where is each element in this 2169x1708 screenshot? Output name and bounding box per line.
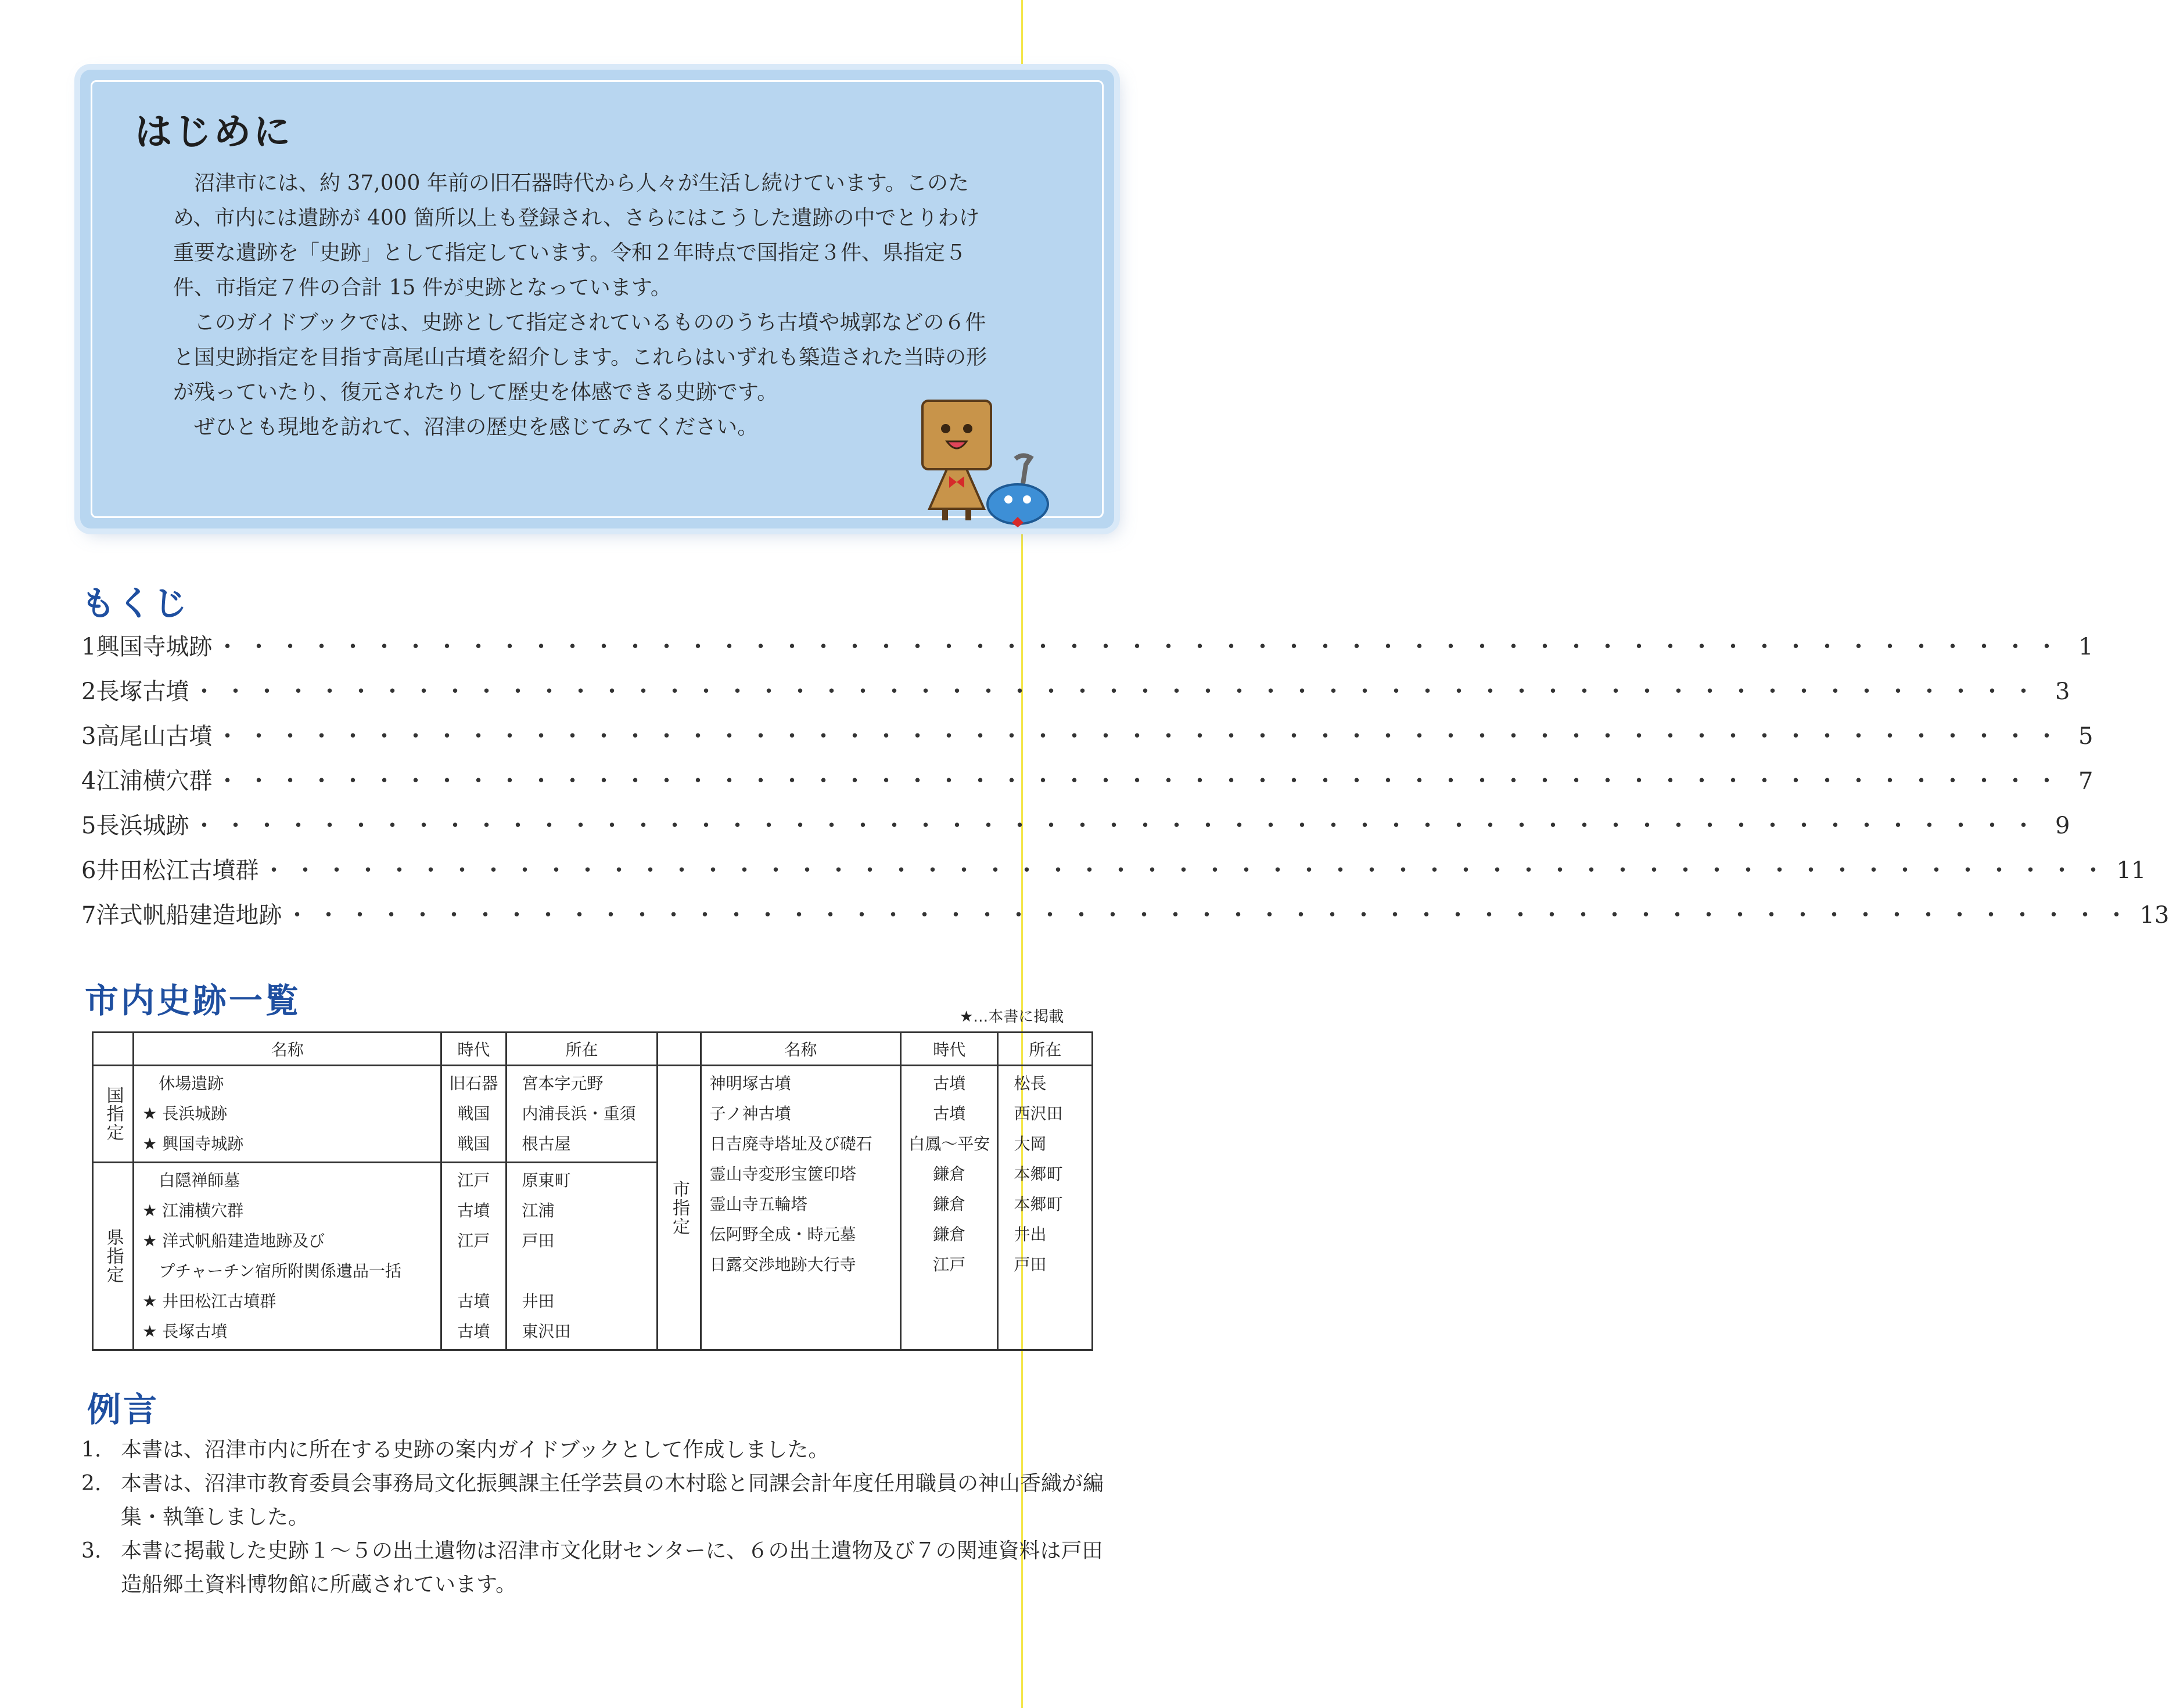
toc-item[interactable] bbox=[81, 763, 2093, 807]
site-location: 戸田 bbox=[1014, 1255, 1047, 1274]
site-name: ★ 井田松江古墳群 bbox=[142, 1292, 276, 1311]
site-name: ★ 長浜城跡 bbox=[142, 1104, 228, 1123]
site-location: 内浦長浜・重須 bbox=[522, 1104, 636, 1123]
table-header-row bbox=[93, 1033, 1093, 1066]
sites-title: 市内史跡一覧 bbox=[85, 981, 301, 1020]
site-era: 白鳳〜平安 bbox=[908, 1134, 990, 1153]
intro-paragraph-3: ぜひとも現地を訪れて、沼津の歴史を感じてみてください。 bbox=[194, 415, 759, 439]
site-location: 東沢田 bbox=[522, 1322, 571, 1341]
site-location: 井田 bbox=[522, 1292, 555, 1311]
note-text: 本書は、沼津市教育委員会事務局文化振興課主任学芸員の木村聡と同課会計年度任用職員の神山香織が編集・執筆しました。 bbox=[121, 1472, 1104, 1529]
toc-leader-dots: ・・・・・・・・・・・・・・・・・・・・・・・・・・・・・・・・・・・・・・・・・・・・・・・・・・・・・・・・・・・ bbox=[216, 723, 2067, 750]
toc-title: もくじ bbox=[81, 584, 190, 623]
header-location-left: 所在 bbox=[506, 1033, 658, 1066]
site-name: 日吉廃寺塔址及び礎石 bbox=[709, 1134, 872, 1153]
site-era: 鎌倉 bbox=[933, 1164, 966, 1184]
prefectural-category-cell bbox=[93, 1163, 134, 1350]
site-location: 原東町 bbox=[522, 1171, 571, 1190]
toc-item-number: 3 bbox=[81, 723, 96, 750]
toc-leader-dots: ・・・・・・・・・・・・・・・・・・・・・・・・・・・・・・・・・・・・・・・・・・・・・・・・・・・・・・・・・・・ bbox=[192, 678, 2044, 705]
toc-item-number: 1 bbox=[81, 634, 96, 660]
site-era: 古墳 bbox=[933, 1104, 966, 1123]
national-names bbox=[134, 1066, 441, 1163]
national-eras bbox=[441, 1066, 506, 1163]
site-era: 旧石器 bbox=[449, 1074, 498, 1093]
site-location: 井出 bbox=[1014, 1225, 1047, 1244]
city-category-cell bbox=[658, 1066, 701, 1350]
toc-leader-dots: ・・・・・・・・・・・・・・・・・・・・・・・・・・・・・・・・・・・・・・・・・・・・・・・・・・・・・・・・・・・ bbox=[285, 902, 2136, 929]
site-location: 江浦 bbox=[522, 1201, 555, 1220]
header-name-right: 名称 bbox=[701, 1033, 901, 1066]
intro-paragraph-1: 沼津市には、約 37,000 年前の旧石器時代から人々が生活し続けています。このため、市内には遺跡が 400 箇所以上も登録され、さらにはこうした遺跡の中でとりわけ重要な遺跡を「史跡」として指定しています。令和２年時点で国指定３件、県指定５件、市指定７件の合計 15 件が史跡となっています。 bbox=[173, 171, 980, 300]
prefectural-locations bbox=[506, 1163, 658, 1350]
note-item bbox=[81, 1534, 1104, 1602]
toc-leader-dots: ・・・・・・・・・・・・・・・・・・・・・・・・・・・・・・・・・・・・・・・・・・・・・・・・・・・・・・・・・・・ bbox=[216, 634, 2067, 660]
header-era-left: 時代 bbox=[441, 1033, 506, 1066]
site-era: 古墳 bbox=[933, 1074, 966, 1093]
toc-item-page: 9 bbox=[2055, 812, 2070, 839]
intro-paragraph-2: このガイドブックでは、史跡として指定されているもののうち古墳や城郭などの６件と国史跡指定を目指す高尾山古墳を紹介します。これらはいずれも築造された当時の形が残っていたり、復元されたりして歴史を体感できる史跡です。 bbox=[173, 311, 987, 404]
site-era: 鎌倉 bbox=[933, 1225, 966, 1244]
site-name: 霊山寺変形宝篋印塔 bbox=[709, 1164, 856, 1184]
site-era: 江戸 bbox=[457, 1171, 490, 1190]
toc-item[interactable] bbox=[81, 897, 2169, 941]
site-era: 戦国 bbox=[457, 1134, 490, 1153]
header-blank-left bbox=[93, 1033, 134, 1066]
toc-item[interactable] bbox=[81, 673, 2070, 718]
site-name: ★ 江浦横穴群 bbox=[142, 1201, 244, 1220]
site-era-spacer bbox=[442, 1256, 505, 1286]
site-name: 日露交渉地跡大行寺 bbox=[709, 1255, 856, 1274]
notes-title: 例言 bbox=[87, 1390, 160, 1429]
toc-item-page: 1 bbox=[2078, 634, 2093, 660]
toc-item[interactable] bbox=[81, 807, 2070, 852]
toc-item-label: 高尾山古墳 bbox=[96, 723, 213, 750]
site-name: ★ 洋式帆船建造地跡及び bbox=[142, 1231, 325, 1250]
site-era: 鎌倉 bbox=[933, 1195, 966, 1214]
site-era: 古墳 bbox=[457, 1292, 490, 1311]
note-item bbox=[81, 1467, 1104, 1534]
site-name: ★ 興国寺城跡 bbox=[142, 1134, 244, 1153]
header-location-right: 所在 bbox=[998, 1033, 1093, 1066]
toc-item-number: 2 bbox=[81, 678, 96, 705]
city-locations bbox=[998, 1066, 1093, 1350]
site-location: 西沢田 bbox=[1014, 1104, 1063, 1123]
site-era: 古墳 bbox=[457, 1201, 490, 1220]
star-legend: ★…本書に掲載 bbox=[960, 1008, 1064, 1026]
national-row bbox=[93, 1066, 1093, 1163]
prefectural-eras bbox=[441, 1163, 506, 1350]
site-era: 戦国 bbox=[457, 1104, 490, 1123]
site-era: 江戸 bbox=[933, 1255, 966, 1274]
national-category-cell bbox=[93, 1066, 134, 1163]
toc-item-label: 長塚古墳 bbox=[96, 678, 189, 705]
toc-item-number: 5 bbox=[81, 812, 96, 839]
site-name: 霊山寺五輪塔 bbox=[709, 1195, 807, 1214]
toc-item-page: 3 bbox=[2055, 678, 2070, 705]
note-number: 3. bbox=[81, 1539, 102, 1563]
site-era: 江戸 bbox=[457, 1231, 490, 1250]
notes-list bbox=[81, 1433, 1104, 1602]
intro-title: はじめに bbox=[135, 111, 293, 154]
site-location: 根古屋 bbox=[522, 1134, 571, 1153]
site-location: 松長 bbox=[1014, 1074, 1047, 1093]
site-name: ★ 長塚古墳 bbox=[142, 1322, 228, 1341]
toc-item-page: 13 bbox=[2139, 902, 2169, 929]
site-location: 本郷町 bbox=[1014, 1164, 1063, 1184]
toc-item-number: 7 bbox=[81, 902, 96, 929]
toc-item-page: 11 bbox=[2116, 857, 2146, 884]
fish-mascot-illustration bbox=[982, 453, 1057, 528]
toc-item-label: 井田松江古墳群 bbox=[96, 857, 259, 884]
national-locations bbox=[506, 1066, 658, 1163]
site-name: 伝阿野全成・時元墓 bbox=[709, 1225, 856, 1244]
site-name: 白隠禅師墓 bbox=[142, 1171, 240, 1190]
toc-item-page: 7 bbox=[2078, 768, 2093, 794]
site-name: 子ノ神古墳 bbox=[709, 1104, 791, 1123]
intro-body bbox=[173, 166, 998, 445]
toc-item-label: 洋式帆船建造地跡 bbox=[96, 902, 282, 929]
toc-leader-dots: ・・・・・・・・・・・・・・・・・・・・・・・・・・・・・・・・・・・・・・・・・・・・・・・・・・・・・・・・・・・ bbox=[216, 768, 2067, 794]
note-item bbox=[81, 1433, 1104, 1467]
city-category-label: 市指定 bbox=[669, 1180, 690, 1236]
national-category-label: 国指定 bbox=[103, 1086, 124, 1142]
toc-item[interactable] bbox=[81, 628, 2093, 673]
note-text: 本書は、沼津市内に所在する史跡の案内ガイドブックとして作成しました。 bbox=[121, 1438, 829, 1462]
prefectural-names bbox=[134, 1163, 441, 1350]
city-names bbox=[701, 1066, 901, 1350]
site-location: 宮本字元野 bbox=[522, 1074, 604, 1093]
note-number: 1. bbox=[81, 1438, 102, 1462]
toc-leader-dots: ・・・・・・・・・・・・・・・・・・・・・・・・・・・・・・・・・・・・・・・・・・・・・・・・・・・・・・・・・・・ bbox=[192, 812, 2044, 839]
city-eras bbox=[901, 1066, 998, 1350]
site-name: 神明塚古墳 bbox=[709, 1074, 791, 1093]
header-blank-right bbox=[658, 1033, 701, 1066]
site-location: 戸田 bbox=[522, 1231, 555, 1250]
toc-item-label: 長浜城跡 bbox=[96, 812, 189, 839]
toc-item[interactable] bbox=[81, 852, 2146, 897]
toc-item-label: 興国寺城跡 bbox=[96, 634, 213, 660]
site-location: 大岡 bbox=[1014, 1134, 1047, 1153]
prefectural-category-label: 県指定 bbox=[103, 1228, 124, 1284]
site-location-spacer bbox=[522, 1256, 657, 1286]
header-name-left: 名称 bbox=[134, 1033, 441, 1066]
note-text: 本書に掲載した史跡１〜５の出土遺物は沼津市文化財センターに、６の出土遺物及び７の関連資料は戸田造船郷土資料博物館に所蔵されています。 bbox=[121, 1539, 1103, 1596]
toc-leader-dots: ・・・・・・・・・・・・・・・・・・・・・・・・・・・・・・・・・・・・・・・・・・・・・・・・・・・・・・・・・・・ bbox=[262, 857, 2113, 884]
toc-item-number: 6 bbox=[81, 857, 96, 884]
site-location: 本郷町 bbox=[1014, 1195, 1063, 1214]
site-name: プチャーチン宿所附関係遺品一括 bbox=[142, 1261, 402, 1281]
site-era: 古墳 bbox=[457, 1322, 490, 1341]
table-of-contents bbox=[81, 628, 2169, 941]
note-number: 2. bbox=[81, 1472, 102, 1495]
toc-item-page: 5 bbox=[2078, 723, 2093, 750]
header-era-right: 時代 bbox=[901, 1033, 998, 1066]
site-name: 休場遺跡 bbox=[142, 1074, 224, 1093]
toc-item[interactable] bbox=[81, 718, 2093, 763]
historic-sites-table bbox=[92, 1031, 1093, 1351]
toc-item-number: 4 bbox=[81, 768, 96, 794]
toc-item-label: 江浦横穴群 bbox=[96, 768, 213, 794]
